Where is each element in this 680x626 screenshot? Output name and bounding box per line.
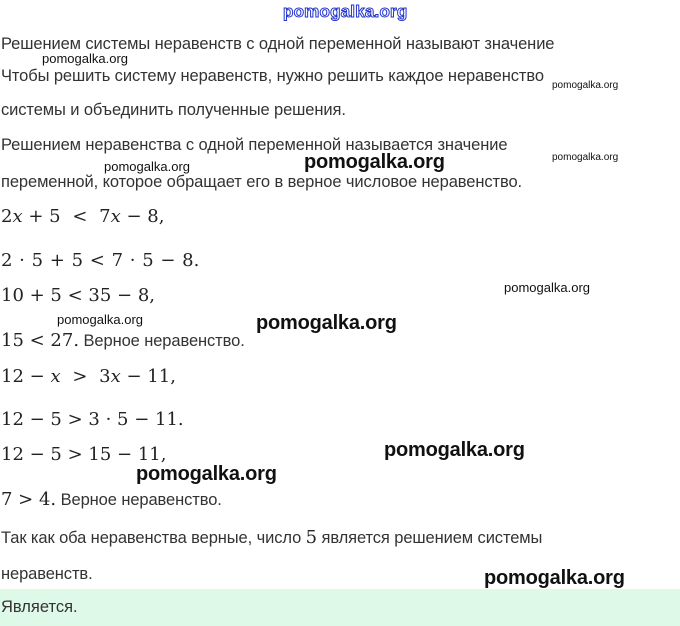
- paragraph-method-line2: системы и объединить полученные решения.: [1, 101, 346, 119]
- conclusion-number: 5: [305, 527, 317, 548]
- inequality-1-left: 2x + 5: [1, 206, 61, 227]
- watermark: pomogalka.org: [104, 159, 190, 174]
- inequality-2-result: [1, 489, 222, 510]
- watermark: pomogalka.org: [552, 152, 619, 163]
- inequality-1-relation: <: [72, 206, 88, 227]
- watermark: pomogalka.org: [57, 312, 143, 327]
- true-inequality-label: Верное неравенство.: [60, 491, 222, 509]
- inequality-2-relation: >: [72, 366, 88, 387]
- answer-text: Является.: [1, 598, 78, 616]
- inequality-1-right: 7x − 8,: [99, 206, 165, 227]
- conclusion-pre: Так как оба неравенства верные, число: [1, 529, 302, 547]
- watermark: pomogalka.org: [256, 312, 397, 334]
- inequality-1: [1, 206, 164, 227]
- paragraph-definition-inequality-line1: Решением неравенства с одной переменной называется значение: [1, 136, 508, 154]
- paragraph-definition-system: Решением системы неравенств с одной переменной называют значение: [1, 35, 555, 53]
- inequality-1-substitution: 2 · 5 + 5 < 7 · 5 − 8.: [1, 250, 200, 271]
- conclusion-post: является решением системы: [321, 529, 543, 547]
- inequality-2-substitution: 12 − 5 > 3 · 5 − 11.: [1, 409, 184, 430]
- paragraph-method-line1: Чтобы решить систему неравенств, нужно решить каждое неравенство: [1, 67, 544, 85]
- inequality-1-result: [1, 330, 245, 351]
- watermark: pomogalka.org: [136, 463, 277, 485]
- true-inequality-label: Верное неравенство.: [83, 332, 245, 350]
- answer-box: [0, 589, 680, 626]
- watermark: pomogalka.org: [484, 567, 625, 589]
- inequality-1-simplified: 10 + 5 < 35 − 8,: [1, 285, 156, 306]
- conclusion-line1: [1, 527, 542, 548]
- inequality-2-left: 12 − x: [1, 366, 61, 387]
- watermark: pomogalka.org: [304, 151, 445, 173]
- paragraph-definition-inequality-line2: переменной, которое обращает его в верное числовое неравенство.: [1, 173, 523, 191]
- inequality-2-right: 3x − 11,: [99, 366, 176, 387]
- inequality-2-simplified: 12 − 5 > 15 − 11,: [1, 444, 167, 465]
- inequality-2-result-math: 7 > 4.: [1, 489, 57, 510]
- watermark: pomogalka.org: [384, 439, 525, 461]
- conclusion-line2: неравенств.: [1, 565, 93, 583]
- watermark: pomogalka.org: [504, 280, 590, 295]
- watermark: pomogalka.org: [42, 51, 128, 66]
- inequality-1-result-math: 15 < 27.: [1, 330, 80, 351]
- inequality-2: [1, 366, 176, 387]
- watermark-top: pomogalka.org: [283, 2, 408, 21]
- watermark: pomogalka.org: [552, 80, 619, 91]
